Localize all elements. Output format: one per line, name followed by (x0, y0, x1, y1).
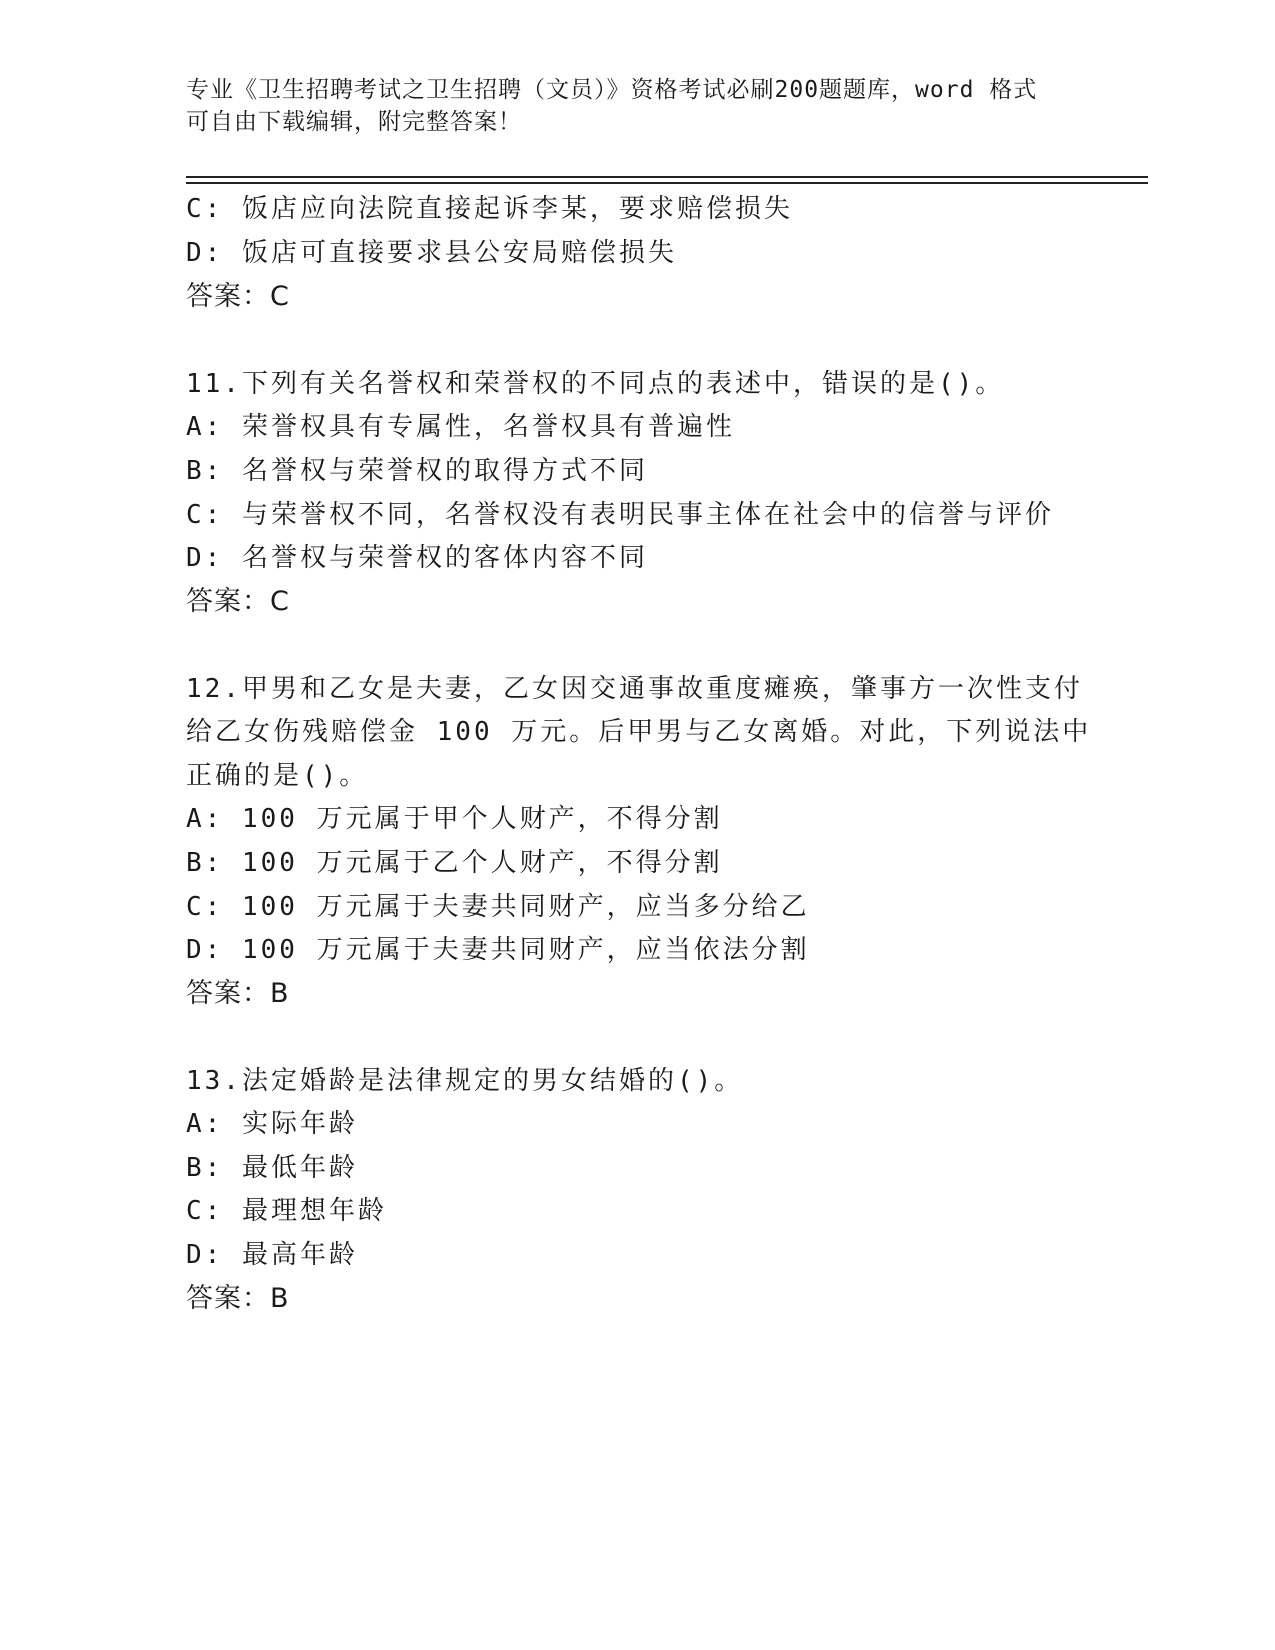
q12-option-c: C: 100 万元属于夫妻共同财产，应当多分给乙 (186, 892, 810, 922)
q13-answer: 答案：B (186, 1283, 290, 1314)
q12-stem-line-1: 12.甲男和乙女是夫妻，乙女因交通事故重度瘫痪，肇事方一次性支付 (186, 674, 1083, 704)
header-title-line-1: 专业《卫生招聘考试之卫生招聘（文员）》资格考试必刷200题题库，word 格式 (186, 77, 1038, 103)
q13-option-b: B: 最低年龄 (186, 1153, 358, 1183)
q13-option-d: D: 最高年龄 (186, 1240, 358, 1270)
q13-option-a: A: 实际年龄 (186, 1109, 358, 1139)
header-title-line-2: 可自由下载编辑，附完整答案！ (186, 109, 522, 135)
q12-option-b: B: 100 万元属于乙个人财产，不得分割 (186, 848, 723, 878)
header-divider-bottom (186, 182, 1148, 184)
q12-stem-line-3: 正确的是()。 (186, 761, 369, 791)
q12-answer: 答案：B (186, 978, 290, 1009)
header-divider-top (186, 176, 1148, 178)
q13-option-c: C: 最理想年龄 (186, 1196, 387, 1226)
q12-option-a: A: 100 万元属于甲个人财产，不得分割 (186, 804, 723, 834)
q11-answer: 答案：C (186, 586, 290, 617)
q11-option-a: A: 荣誉权具有专属性，名誉权具有普遍性 (186, 412, 735, 442)
prev-question-option-c: C: 饭店应向法院直接起诉李某，要求赔偿损失 (186, 194, 793, 224)
prev-question-option-d: D: 饭店可直接要求县公安局赔偿损失 (186, 238, 677, 268)
q11-option-c: C: 与荣誉权不同，名誉权没有表明民事主体在社会中的信誉与评价 (186, 500, 1054, 530)
q12-option-d: D: 100 万元属于夫妻共同财产，应当依法分割 (186, 935, 810, 965)
q12-stem-line-2: 给乙女伤残赔偿金 100 万元。后甲男与乙女离婚。对此，下列说法中 (186, 717, 1092, 747)
q13-stem: 13.法定婚龄是法律规定的男女结婚的()。 (186, 1066, 744, 1096)
q11-stem: 11.下列有关名誉权和荣誉权的不同点的表述中，错误的是()。 (186, 369, 1005, 399)
prev-question-answer: 答案：C (186, 281, 290, 312)
q11-option-b: B: 名誉权与荣誉权的取得方式不同 (186, 456, 648, 486)
q11-option-d: D: 名誉权与荣誉权的客体内容不同 (186, 543, 648, 573)
document-header (186, 74, 1086, 138)
